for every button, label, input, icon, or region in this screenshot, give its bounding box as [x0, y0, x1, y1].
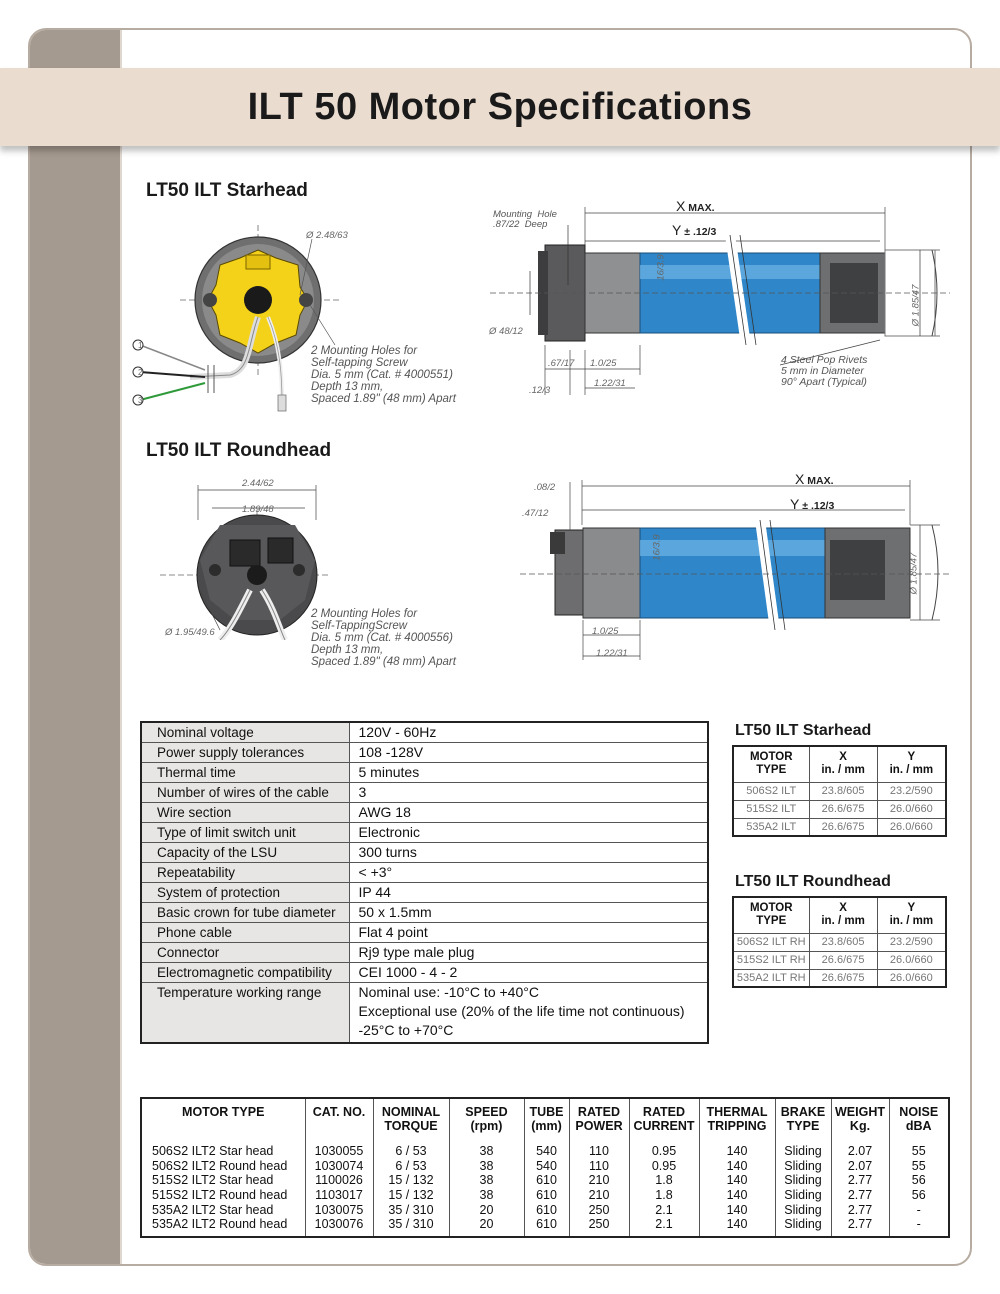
table-cell: 2.77 — [831, 1173, 889, 1188]
roundhead-x-max-label — [795, 471, 834, 487]
column-header — [877, 746, 946, 782]
table-row — [141, 1159, 949, 1174]
starhead-y-label: Y ± .12/3 — [672, 222, 717, 238]
header-line: (rpm) — [470, 1119, 503, 1133]
header-line: RATED — [642, 1105, 686, 1119]
column-header — [141, 1098, 305, 1144]
table-cell: 26.6/675 — [809, 951, 877, 969]
header-line: MOTOR TYPE — [182, 1105, 265, 1119]
table-row — [733, 818, 946, 836]
table-cell: 1030076 — [305, 1217, 373, 1232]
starhead-dim-48: Ø 48/12 — [489, 326, 523, 337]
table-cell: 535A2 ILT RH — [733, 969, 809, 987]
specs-row — [141, 763, 708, 783]
table-cell: 2.1 — [629, 1202, 699, 1217]
table-cell — [373, 1232, 449, 1237]
table-cell: 506S2 ILT2 Round head — [141, 1159, 305, 1174]
roundhead-x-max-text: MAX. — [807, 475, 834, 487]
starhead-y-tolerance: .12/3 — [692, 226, 717, 238]
header-line: TUBE — [529, 1105, 564, 1119]
table-cell — [831, 1232, 889, 1237]
spec-value: Rj9 type male plug — [349, 943, 708, 963]
spec-value: 50 x 1.5mm — [349, 903, 708, 923]
table-cell: 110 — [569, 1144, 629, 1159]
header-line: NOMINAL — [381, 1105, 441, 1119]
table-cell — [524, 1232, 569, 1237]
header-line: WEIGHT — [835, 1105, 885, 1119]
header-line: SPEED — [465, 1105, 508, 1119]
roundhead-dim-122: 1.22/31 — [596, 648, 628, 659]
spec-label: Connector — [141, 943, 349, 963]
table-cell: 55 — [889, 1144, 949, 1159]
page-title: ILT 50 Motor Specifications — [247, 86, 753, 128]
table-cell: 140 — [699, 1173, 775, 1188]
starhead-y-symbol: Y — [672, 222, 682, 238]
column-header — [373, 1098, 449, 1144]
table-cell: 1100026 — [305, 1173, 373, 1188]
starhead-dimensions-table — [732, 745, 947, 837]
header-line: MOTOR — [749, 902, 793, 915]
roundhead-side-view-drawing — [520, 470, 950, 665]
table-cell: 38 — [449, 1188, 524, 1203]
table-cell: 35 / 310 — [373, 1217, 449, 1232]
roundhead-dim-16: 16/3.9 — [651, 534, 663, 561]
table-cell: 140 — [699, 1144, 775, 1159]
header-line: TYPE — [786, 1119, 820, 1133]
roundhead-dim-195: Ø 1.95/49.6 — [165, 627, 215, 638]
spec-label: System of protection — [141, 883, 349, 903]
table-row — [141, 1217, 949, 1232]
table-cell: 55 — [889, 1159, 949, 1174]
roundhead-y-label: Y ± .12/3 — [790, 496, 835, 512]
spec-value: IP 44 — [349, 883, 708, 903]
roundhead-dim-10: 1.0/25 — [592, 626, 619, 637]
table-cell: 610 — [524, 1173, 569, 1188]
table-cell: 515S2 ILT2 Star head — [141, 1173, 305, 1188]
specs-row — [141, 903, 708, 923]
table-cell: - — [889, 1202, 949, 1217]
wire-label-1: 1 — [138, 341, 143, 350]
table-row — [733, 782, 946, 800]
table-cell: 6 / 53 — [373, 1144, 449, 1159]
specs-row — [141, 923, 708, 943]
table-cell: 1030074 — [305, 1159, 373, 1174]
header-line: CAT. NO. — [312, 1105, 366, 1119]
table-cell: 515S2 ILT RH — [733, 951, 809, 969]
roundhead-x-symbol: X — [795, 471, 805, 487]
table-cell: 15 / 132 — [373, 1173, 449, 1188]
spec-value: 300 turns — [349, 843, 708, 863]
table-cell: 506S2 ILT RH — [733, 933, 809, 951]
table-cell: 26.0/660 — [877, 969, 946, 987]
spec-label: Repeatability — [141, 863, 349, 883]
starhead-dim-122: 1.22/31 — [594, 378, 626, 389]
table-cell: 140 — [699, 1159, 775, 1174]
starhead-dim-10: 1.0/25 — [590, 358, 617, 369]
table-cell: 35 / 310 — [373, 1202, 449, 1217]
table-cell: 26.6/675 — [809, 818, 877, 836]
header-line: in. / mm — [889, 764, 934, 777]
table-cell: 535A2 ILT2 Star head — [141, 1202, 305, 1217]
table-cell — [305, 1232, 373, 1237]
starhead-x-max-label — [676, 198, 715, 214]
table-cell: 2.77 — [831, 1188, 889, 1203]
table-cell: 110 — [569, 1159, 629, 1174]
specs-row — [141, 803, 708, 823]
table-cell: 610 — [524, 1217, 569, 1232]
table-cell — [775, 1232, 831, 1237]
roundhead-dim-195-value: 1.95/49.6 — [175, 627, 215, 638]
starhead-dim-12: .12/3 — [529, 385, 551, 396]
spec-value: Electronic — [349, 823, 708, 843]
table-cell: 535A2 ILT2 Round head — [141, 1217, 305, 1232]
table-cell: 2.77 — [831, 1202, 889, 1217]
table-cell: 6 / 53 — [373, 1159, 449, 1174]
column-header — [809, 897, 877, 933]
table-cell: 20 — [449, 1217, 524, 1232]
specs-row — [141, 783, 708, 803]
table-cell: 1103017 — [305, 1188, 373, 1203]
starhead-table-title: LT50 ILT Starhead — [735, 722, 872, 739]
spec-label: Thermal time — [141, 763, 349, 783]
column-header — [569, 1098, 629, 1144]
table-row — [141, 1173, 949, 1188]
header-line: X — [839, 902, 847, 915]
table-cell: 23.2/590 — [877, 933, 946, 951]
table-cell: 26.0/660 — [877, 818, 946, 836]
column-header — [733, 897, 809, 933]
roundhead-section-title: LT50 ILT Roundhead — [146, 440, 332, 461]
roundhead-y-symbol: Y — [790, 496, 800, 512]
table-cell — [141, 1232, 305, 1237]
column-header — [831, 1098, 889, 1144]
table-cell: 540 — [524, 1144, 569, 1159]
spec-label: Phone cable — [141, 923, 349, 943]
header-line: (mm) — [531, 1119, 562, 1133]
column-header — [733, 746, 809, 782]
roundhead-table-title: LT50 ILT Roundhead — [735, 873, 891, 890]
header-line: in. / mm — [889, 915, 934, 928]
spec-label: Nominal voltage — [141, 722, 349, 743]
spec-label: Basic crown for tube diameter — [141, 903, 349, 923]
spec-label: Power supply tolerances — [141, 743, 349, 763]
table-cell: 535A2 ILT — [733, 818, 809, 836]
wire-label-3: 3 — [138, 396, 143, 405]
column-header — [305, 1098, 373, 1144]
spec-value-line: Nominal use: -10°C to +40°C — [358, 984, 539, 1000]
table-row — [733, 800, 946, 818]
table-row — [141, 1144, 949, 1159]
table-cell: 56 — [889, 1188, 949, 1203]
table-cell — [699, 1232, 775, 1237]
table-cell: Sliding — [775, 1202, 831, 1217]
table-cell: 56 — [889, 1173, 949, 1188]
table-cell: 1.8 — [629, 1188, 699, 1203]
spec-value-line: Exceptional use (20% of the life time not continuous) — [358, 1003, 685, 1019]
specs-row — [141, 743, 708, 763]
table-cell: 2.07 — [831, 1159, 889, 1174]
table-cell — [449, 1232, 524, 1237]
table-cell: 38 — [449, 1159, 524, 1174]
header-line: TRIPPING — [707, 1119, 767, 1133]
table-header-row — [733, 897, 946, 933]
column-header — [699, 1098, 775, 1144]
table-cell: Sliding — [775, 1188, 831, 1203]
header-line: Y — [907, 751, 916, 764]
spec-value: 120V - 60Hz — [349, 722, 708, 743]
table-cell: Sliding — [775, 1159, 831, 1174]
spec-value: 3 — [349, 783, 708, 803]
title-band — [0, 68, 1000, 146]
table-cell: 2.07 — [831, 1144, 889, 1159]
spec-label: Temperature working range — [141, 983, 349, 1043]
column-header — [809, 746, 877, 782]
motor-specs-table — [140, 1097, 950, 1238]
starhead-side-view-drawing — [490, 195, 950, 405]
header-line: POWER — [575, 1119, 623, 1133]
header-line: TYPE — [756, 764, 787, 777]
table-cell: 515S2 ILT — [733, 800, 809, 818]
starhead-dim-185-value: 1.85/47 — [910, 284, 922, 317]
header-line: in. / mm — [821, 764, 865, 777]
starhead-dim-48-value: 48/12 — [499, 326, 523, 337]
table-cell: 210 — [569, 1173, 629, 1188]
roundhead-dim-47: .47/12 — [522, 508, 549, 519]
table-cell: 0.95 — [629, 1144, 699, 1159]
header-line: RATED — [577, 1105, 621, 1119]
roundhead-dim-189: 1.89/48 — [242, 504, 274, 515]
specs-row — [141, 883, 708, 903]
table-header-row — [141, 1098, 949, 1144]
table-cell: 610 — [524, 1188, 569, 1203]
table-cell: 26.0/660 — [877, 951, 946, 969]
header-line: dBA — [905, 1119, 932, 1133]
spec-value: CEI 1000 - 4 - 2 — [349, 963, 708, 983]
starhead-rivets-note: 4 Steel Pop Rivets 5 mm in Diameter 90° Apart (Typical) — [781, 354, 868, 388]
specs-row — [141, 722, 708, 743]
table-cell: 140 — [699, 1188, 775, 1203]
spec-label: Type of limit switch unit — [141, 823, 349, 843]
table-cell: 540 — [524, 1159, 569, 1174]
table-cell: 250 — [569, 1217, 629, 1232]
roundhead-dim-244: 2.44/62 — [242, 478, 274, 489]
table-cell: 610 — [524, 1202, 569, 1217]
header-line: NOISE — [899, 1105, 939, 1119]
table-cell: 506S2 ILT — [733, 782, 809, 800]
wire-label-2: 2 — [138, 368, 143, 377]
table-row — [141, 1202, 949, 1217]
table-cell: 23.8/605 — [809, 933, 877, 951]
table-cell: 140 — [699, 1202, 775, 1217]
table-row — [733, 933, 946, 951]
specs-row — [141, 963, 708, 983]
specs-row — [141, 863, 708, 883]
column-header — [889, 1098, 949, 1144]
specs-row — [141, 983, 708, 1043]
header-line: THERMAL — [706, 1105, 768, 1119]
spec-label: Electromagnetic compatibility — [141, 963, 349, 983]
starhead-diameter-label: Ø 2.48/63 — [306, 230, 348, 241]
roundhead-dim-08: .08/2 — [534, 482, 556, 493]
starhead-dim-185: Ø 1.85/47 — [910, 284, 922, 327]
starhead-mounting-hole-note: Mounting Hole .87/22 Deep — [493, 209, 557, 230]
spec-label: Capacity of the LSU — [141, 843, 349, 863]
starhead-section-title: LT50 ILT Starhead — [146, 180, 308, 201]
table-cell: 2.1 — [629, 1217, 699, 1232]
table-cell — [889, 1232, 949, 1237]
table-cell: 20 — [449, 1202, 524, 1217]
table-header-row — [733, 746, 946, 782]
header-line: Kg. — [849, 1119, 871, 1133]
spec-value: < +3° — [349, 863, 708, 883]
specs-row — [141, 823, 708, 843]
electrical-specs-table — [140, 721, 709, 1044]
table-cell: 23.8/605 — [809, 782, 877, 800]
table-cell: 0.95 — [629, 1159, 699, 1174]
starhead-x-max-text: MAX. — [688, 202, 715, 214]
header-line: X — [839, 751, 847, 764]
roundhead-dim-185-value: 1.85/47 — [908, 552, 920, 585]
table-cell — [629, 1232, 699, 1237]
header-line: TYPE — [756, 915, 787, 928]
spec-value: Flat 4 point — [349, 923, 708, 943]
spec-value: 5 minutes — [349, 763, 708, 783]
table-cell: 38 — [449, 1173, 524, 1188]
header-line: TORQUE — [384, 1119, 438, 1133]
header-line: in. / mm — [821, 915, 865, 928]
table-cell: 515S2 ILT2 Round head — [141, 1188, 305, 1203]
header-line: BRAKE — [780, 1105, 826, 1119]
table-cell: Sliding — [775, 1173, 831, 1188]
table-cell: 140 — [699, 1217, 775, 1232]
spec-value: 108 -128V — [349, 743, 708, 763]
table-cell: 2.77 — [831, 1217, 889, 1232]
table-cell — [569, 1232, 629, 1237]
roundhead-hole-note: 2 Mounting Holes for Self-TappingScrew Dia. 5 mm (Cat. # 4000556) Depth 13 mm, Spaced 1.89" (48 mm) Apart — [311, 608, 456, 668]
spec-value-line: -25°C to +70°C — [358, 1022, 454, 1038]
sidebar-divider — [120, 30, 122, 1264]
table-cell: 1030075 — [305, 1202, 373, 1217]
spec-label: Number of wires of the cable — [141, 783, 349, 803]
table-cell: Sliding — [775, 1217, 831, 1232]
table-row — [733, 969, 946, 987]
column-header — [449, 1098, 524, 1144]
table-cell: 26.6/675 — [809, 969, 877, 987]
starhead-dim-16: 16/3.9 — [655, 254, 667, 281]
spec-value: AWG 18 — [349, 803, 708, 823]
specs-row — [141, 943, 708, 963]
table-cell: 15 / 132 — [373, 1188, 449, 1203]
starhead-hole-note: 2 Mounting Holes for Self-tapping Screw Dia. 5 mm (Cat. # 4000551) Depth 13 mm, Spaced 1.89" (48 mm) Apart — [311, 345, 456, 405]
column-header — [877, 897, 946, 933]
table-cell: 26.6/675 — [809, 800, 877, 818]
specs-row — [141, 843, 708, 863]
header-line: MOTOR — [749, 751, 793, 764]
roundhead-dim-185: Ø 1.85/47 — [908, 552, 920, 595]
table-cell: 210 — [569, 1188, 629, 1203]
table-cell: Sliding — [775, 1144, 831, 1159]
table-cell: 26.0/660 — [877, 800, 946, 818]
table-cell: - — [889, 1217, 949, 1232]
column-header — [629, 1098, 699, 1144]
starhead-dim-67: .67/17 — [548, 358, 575, 369]
column-header — [524, 1098, 569, 1144]
starhead-x-symbol: X — [676, 198, 686, 214]
table-spacer-row — [141, 1232, 949, 1237]
table-cell: 506S2 ILT2 Star head — [141, 1144, 305, 1159]
spec-label: Wire section — [141, 803, 349, 823]
left-sidebar-band — [30, 30, 120, 1264]
header-line: CURRENT — [633, 1119, 695, 1133]
roundhead-dimensions-table — [732, 896, 947, 988]
column-header — [775, 1098, 831, 1144]
header-line: Y — [907, 902, 916, 915]
starhead-diameter-value: 2.48/63 — [316, 230, 348, 241]
table-cell: 1030055 — [305, 1144, 373, 1159]
roundhead-y-tolerance: .12/3 — [810, 500, 835, 512]
table-cell: 23.2/590 — [877, 782, 946, 800]
table-row — [141, 1188, 949, 1203]
table-cell: 1.8 — [629, 1173, 699, 1188]
table-row — [733, 951, 946, 969]
spec-value-multi — [349, 983, 708, 1043]
table-cell: 250 — [569, 1202, 629, 1217]
table-cell: 38 — [449, 1144, 524, 1159]
